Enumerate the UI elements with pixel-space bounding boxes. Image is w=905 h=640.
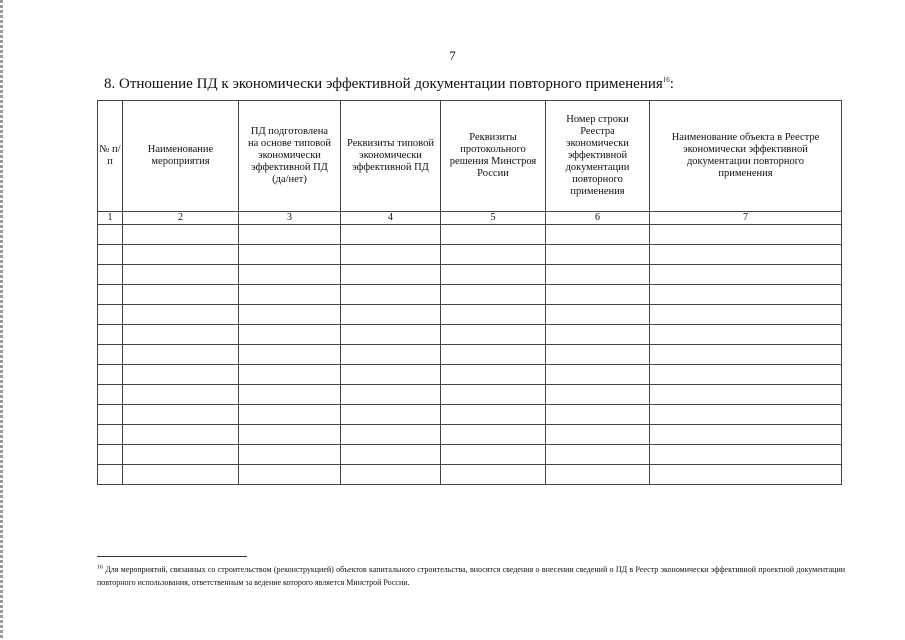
table-cell xyxy=(123,425,239,445)
table-cell xyxy=(341,245,441,265)
column-number: 4 xyxy=(341,212,441,225)
header-text: ПД подготовлена на основе типовой экономически эффективной ПД (да/нет) xyxy=(248,126,331,185)
table-cell xyxy=(123,225,239,245)
table-cell xyxy=(98,345,123,365)
header-cell xyxy=(239,101,341,212)
table-row xyxy=(98,225,842,245)
table-cell xyxy=(123,445,239,465)
table-cell xyxy=(546,245,650,265)
table-cell xyxy=(650,385,842,405)
table-cell xyxy=(98,325,123,345)
table-cell xyxy=(546,405,650,425)
table-cell xyxy=(441,225,546,245)
table-cell xyxy=(239,225,341,245)
table-cell xyxy=(341,365,441,385)
column-number: 7 xyxy=(650,212,842,225)
table-cell xyxy=(650,305,842,325)
column-number: 6 xyxy=(546,212,650,225)
footnote-reference: 16 xyxy=(662,76,670,84)
table-cell xyxy=(239,365,341,385)
table-cell xyxy=(98,265,123,285)
table-row xyxy=(98,265,842,285)
column-number: 1 xyxy=(98,212,123,225)
table-cell xyxy=(650,325,842,345)
table-cell xyxy=(546,385,650,405)
table-cell xyxy=(98,285,123,305)
table-cell xyxy=(341,325,441,345)
table-row xyxy=(98,445,842,465)
table-cell xyxy=(441,385,546,405)
table-cell xyxy=(239,305,341,325)
table-cell xyxy=(341,305,441,325)
table-cell xyxy=(341,465,441,485)
table-cell xyxy=(650,405,842,425)
header-text: Номер строки Реестра экономически эффективной документации повторного применения xyxy=(565,114,630,197)
header-cell xyxy=(441,101,546,212)
table-cell xyxy=(98,385,123,405)
footnote-marker: 16 xyxy=(97,564,103,571)
table-cell xyxy=(441,245,546,265)
table-row xyxy=(98,325,842,345)
column-number-row xyxy=(98,212,842,225)
reuse-documentation-table xyxy=(97,100,842,485)
table-cell xyxy=(123,245,239,265)
header-text: № п/ п xyxy=(99,144,121,167)
table-cell xyxy=(441,345,546,365)
table-cell xyxy=(650,465,842,485)
header-cell xyxy=(546,101,650,212)
header-cell xyxy=(650,101,842,212)
footnote xyxy=(97,563,845,589)
table-cell xyxy=(341,285,441,305)
table-cell xyxy=(239,465,341,485)
table-cell xyxy=(341,225,441,245)
table-cell xyxy=(441,285,546,305)
table-cell xyxy=(98,245,123,265)
table-cell xyxy=(341,445,441,465)
table-cell xyxy=(341,405,441,425)
table-cell xyxy=(239,445,341,465)
page-number: 7 xyxy=(449,48,456,63)
table-cell xyxy=(441,305,546,325)
table-cell xyxy=(98,425,123,445)
header-row xyxy=(98,101,842,212)
table-cell xyxy=(239,325,341,345)
table-cell xyxy=(650,265,842,285)
table-cell xyxy=(341,425,441,445)
section-title-colon: : xyxy=(669,76,674,92)
table-cell xyxy=(650,425,842,445)
table-cell xyxy=(123,385,239,405)
table-row xyxy=(98,305,842,325)
table-cell xyxy=(546,345,650,365)
table-cell xyxy=(98,305,123,325)
table-row xyxy=(98,245,842,265)
table-cell xyxy=(441,465,546,485)
table-cell xyxy=(441,325,546,345)
table-cell xyxy=(123,325,239,345)
table-cell xyxy=(650,345,842,365)
header-cell xyxy=(341,101,441,212)
table-cell xyxy=(546,425,650,445)
table-cell xyxy=(546,265,650,285)
column-number: 3 xyxy=(239,212,341,225)
table-cell xyxy=(98,445,123,465)
table-cell xyxy=(123,305,239,325)
table-row xyxy=(98,365,842,385)
table-cell xyxy=(341,385,441,405)
table-cell xyxy=(239,425,341,445)
footnote-divider xyxy=(97,556,247,557)
table-cell xyxy=(650,445,842,465)
table-cell xyxy=(546,225,650,245)
column-number: 5 xyxy=(441,212,546,225)
table-cell xyxy=(98,225,123,245)
header-cell xyxy=(98,101,123,212)
table-cell xyxy=(239,285,341,305)
table-cell xyxy=(441,445,546,465)
table-cell xyxy=(123,285,239,305)
table-cell xyxy=(546,285,650,305)
table-cell xyxy=(123,365,239,385)
header-text: Наименование мероприятия xyxy=(147,144,214,167)
table-cell xyxy=(441,405,546,425)
scan-edge xyxy=(0,0,3,640)
table-cell xyxy=(546,465,650,485)
table-cell xyxy=(441,265,546,285)
header-text: Реквизиты типовой экономически эффективной ПД xyxy=(347,138,434,173)
table-row xyxy=(98,285,842,305)
table-cell xyxy=(98,465,123,485)
table-row xyxy=(98,405,842,425)
table-cell xyxy=(239,405,341,425)
table-cell xyxy=(239,385,341,405)
section-title-text: 8. Отношение ПД к экономически эффективной документации повторного применения xyxy=(104,76,663,92)
table-row xyxy=(98,345,842,365)
column-number: 2 xyxy=(123,212,239,225)
table-cell xyxy=(239,345,341,365)
table-cell xyxy=(650,365,842,385)
header-cell xyxy=(123,101,239,212)
table-cell xyxy=(546,305,650,325)
table-cell xyxy=(546,445,650,465)
table-cell xyxy=(123,345,239,365)
table-cell xyxy=(441,425,546,445)
table-cell xyxy=(341,265,441,285)
table-cell xyxy=(441,365,546,385)
table-cell xyxy=(546,365,650,385)
table-cell xyxy=(650,285,842,305)
table-row xyxy=(98,425,842,445)
table-cell xyxy=(98,365,123,385)
header-text: Реквизиты протокольного решения Минстроя России xyxy=(449,132,537,179)
table-cell xyxy=(650,225,842,245)
table-cell xyxy=(341,345,441,365)
table-cell xyxy=(239,245,341,265)
table-cell xyxy=(650,245,842,265)
table-cell xyxy=(123,265,239,285)
table-cell xyxy=(239,265,341,285)
header-text: Наименование объекта в Реестре экономически эффективной документации повторного применения xyxy=(671,132,820,179)
table-cell xyxy=(123,465,239,485)
table-row xyxy=(98,385,842,405)
table-row xyxy=(98,465,842,485)
table-cell xyxy=(123,405,239,425)
table-cell xyxy=(546,325,650,345)
section-title xyxy=(104,76,674,93)
footnote-text: Для мероприятий, связанных со строительством (реконструкцией) объектов капитального строительства, вносятся сведения о внесении сведений о ПД в Реестр экономически эффективной проектной документации повторного использования, ответственным за ведение которого является Минстрой России. xyxy=(97,565,846,587)
table-cell xyxy=(98,405,123,425)
